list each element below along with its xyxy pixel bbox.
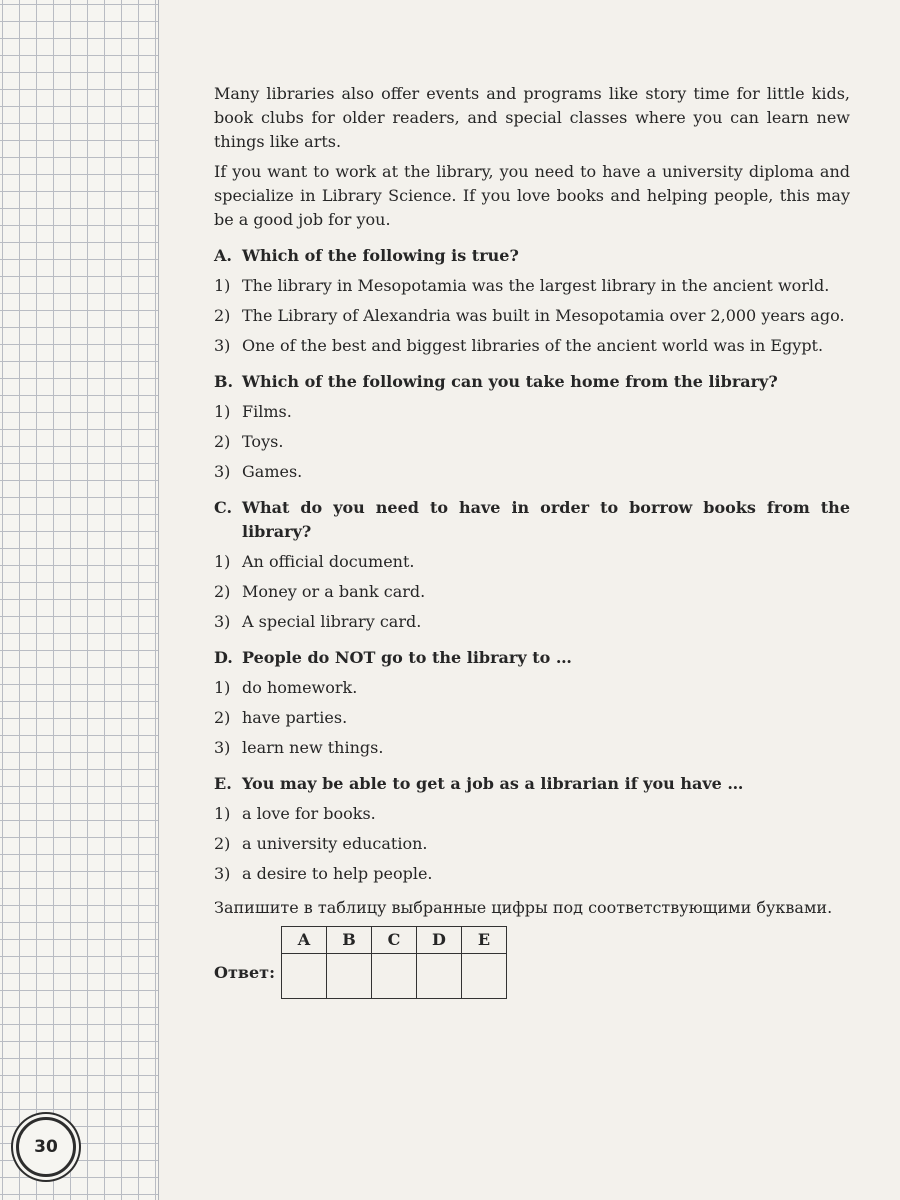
answer-cell-d[interactable] [416, 954, 461, 999]
question-block-e [214, 772, 850, 886]
option-number: 3) [214, 462, 231, 481]
question-heading [214, 244, 850, 268]
answer-cell-e[interactable] [461, 954, 506, 999]
option-number: 2) [214, 834, 231, 853]
answer-column-header: B [326, 927, 371, 954]
option-text: Films. [242, 402, 292, 421]
option-text: Toys. [242, 432, 284, 451]
option-item [214, 274, 850, 298]
question-letter: E. [214, 774, 232, 793]
question-heading [214, 646, 850, 670]
option-item [214, 334, 850, 358]
option-text: The library in Mesopotamia was the largest library in the ancient world. [242, 276, 830, 295]
option-number: 2) [214, 432, 231, 451]
option-item [214, 550, 850, 574]
option-number: 2) [214, 582, 231, 601]
option-item [214, 736, 850, 760]
option-list [214, 274, 850, 358]
option-text: Games. [242, 462, 303, 481]
option-item [214, 610, 850, 634]
question-block-b [214, 370, 850, 484]
option-number: 1) [214, 552, 231, 571]
answer-column-header: A [281, 927, 326, 954]
option-number: 1) [214, 402, 231, 421]
answer-cell-a[interactable] [281, 954, 326, 999]
option-item [214, 862, 850, 886]
option-text: One of the best and biggest libraries of the ancient world was in Egypt. [242, 336, 824, 355]
question-heading [214, 772, 850, 796]
option-number: 3) [214, 336, 231, 355]
question-heading [214, 496, 850, 544]
question-block-c [214, 496, 850, 634]
option-list [214, 802, 850, 886]
question-letter: A. [214, 246, 232, 265]
grid-margin [0, 0, 159, 1200]
question-text: Which of the following can you take home from the library? [242, 372, 778, 391]
option-item [214, 430, 850, 454]
paragraph: If you want to work at the library, you need to have a university diploma and specialize in Library Science. If you love books and helping people, this may be a good job for you. [214, 162, 850, 229]
answer-cell-c[interactable] [371, 954, 416, 999]
page-number-badge [16, 1117, 76, 1177]
option-item [214, 706, 850, 730]
answer-label: Ответ: [214, 963, 275, 982]
option-number: 2) [214, 708, 231, 727]
question-text: Which of the following is true? [242, 246, 519, 265]
answer-cell-b[interactable] [326, 954, 371, 999]
option-list [214, 676, 850, 760]
option-number: 3) [214, 738, 231, 757]
option-text: have parties. [242, 708, 348, 727]
option-item [214, 802, 850, 826]
question-text: People do NOT go to the library to … [242, 648, 572, 667]
option-text: a university education. [242, 834, 428, 853]
option-text: learn new things. [242, 738, 384, 757]
option-text: Money or a bank card. [242, 582, 426, 601]
question-heading [214, 370, 850, 394]
question-letter: C. [214, 498, 233, 517]
option-item [214, 400, 850, 424]
answer-section [214, 926, 850, 999]
question-letter: D. [214, 648, 233, 667]
option-list [214, 550, 850, 634]
answer-column-header: D [416, 927, 461, 954]
option-text: a love for books. [242, 804, 376, 823]
option-text: A special library card. [242, 612, 422, 631]
option-list [214, 400, 850, 484]
question-text: You may be able to get a job as a librarian if you have … [242, 774, 744, 793]
option-number: 1) [214, 678, 231, 697]
option-item [214, 676, 850, 700]
paragraph: Many libraries also offer events and programs like story time for little kids, book clubs for older readers, and special classes where you can learn new things like arts. [214, 84, 850, 151]
option-number: 3) [214, 612, 231, 631]
option-text: do homework. [242, 678, 358, 697]
option-number: 1) [214, 804, 231, 823]
question-block-a [214, 244, 850, 358]
page-content [214, 82, 850, 999]
answer-column-header: C [371, 927, 416, 954]
option-text: a desire to help people. [242, 864, 433, 883]
question-text: What do you need to have in order to borrow books from the library? [242, 498, 850, 541]
option-number: 1) [214, 276, 231, 295]
option-text: The Library of Alexandria was built in Mesopotamia over 2,000 years ago. [242, 306, 845, 325]
question-letter: B. [214, 372, 234, 391]
option-number: 3) [214, 864, 231, 883]
option-item [214, 304, 850, 328]
option-item [214, 460, 850, 484]
option-text: An official document. [242, 552, 415, 571]
option-number: 2) [214, 306, 231, 325]
question-block-d [214, 646, 850, 760]
answer-table [281, 926, 507, 999]
page-number: 30 [34, 1137, 58, 1157]
answer-column-header: E [461, 927, 506, 954]
option-item [214, 580, 850, 604]
option-item [214, 832, 850, 856]
answer-instruction: Запишите в таблицу выбранные цифры под соответствующими буквами. [214, 898, 833, 917]
